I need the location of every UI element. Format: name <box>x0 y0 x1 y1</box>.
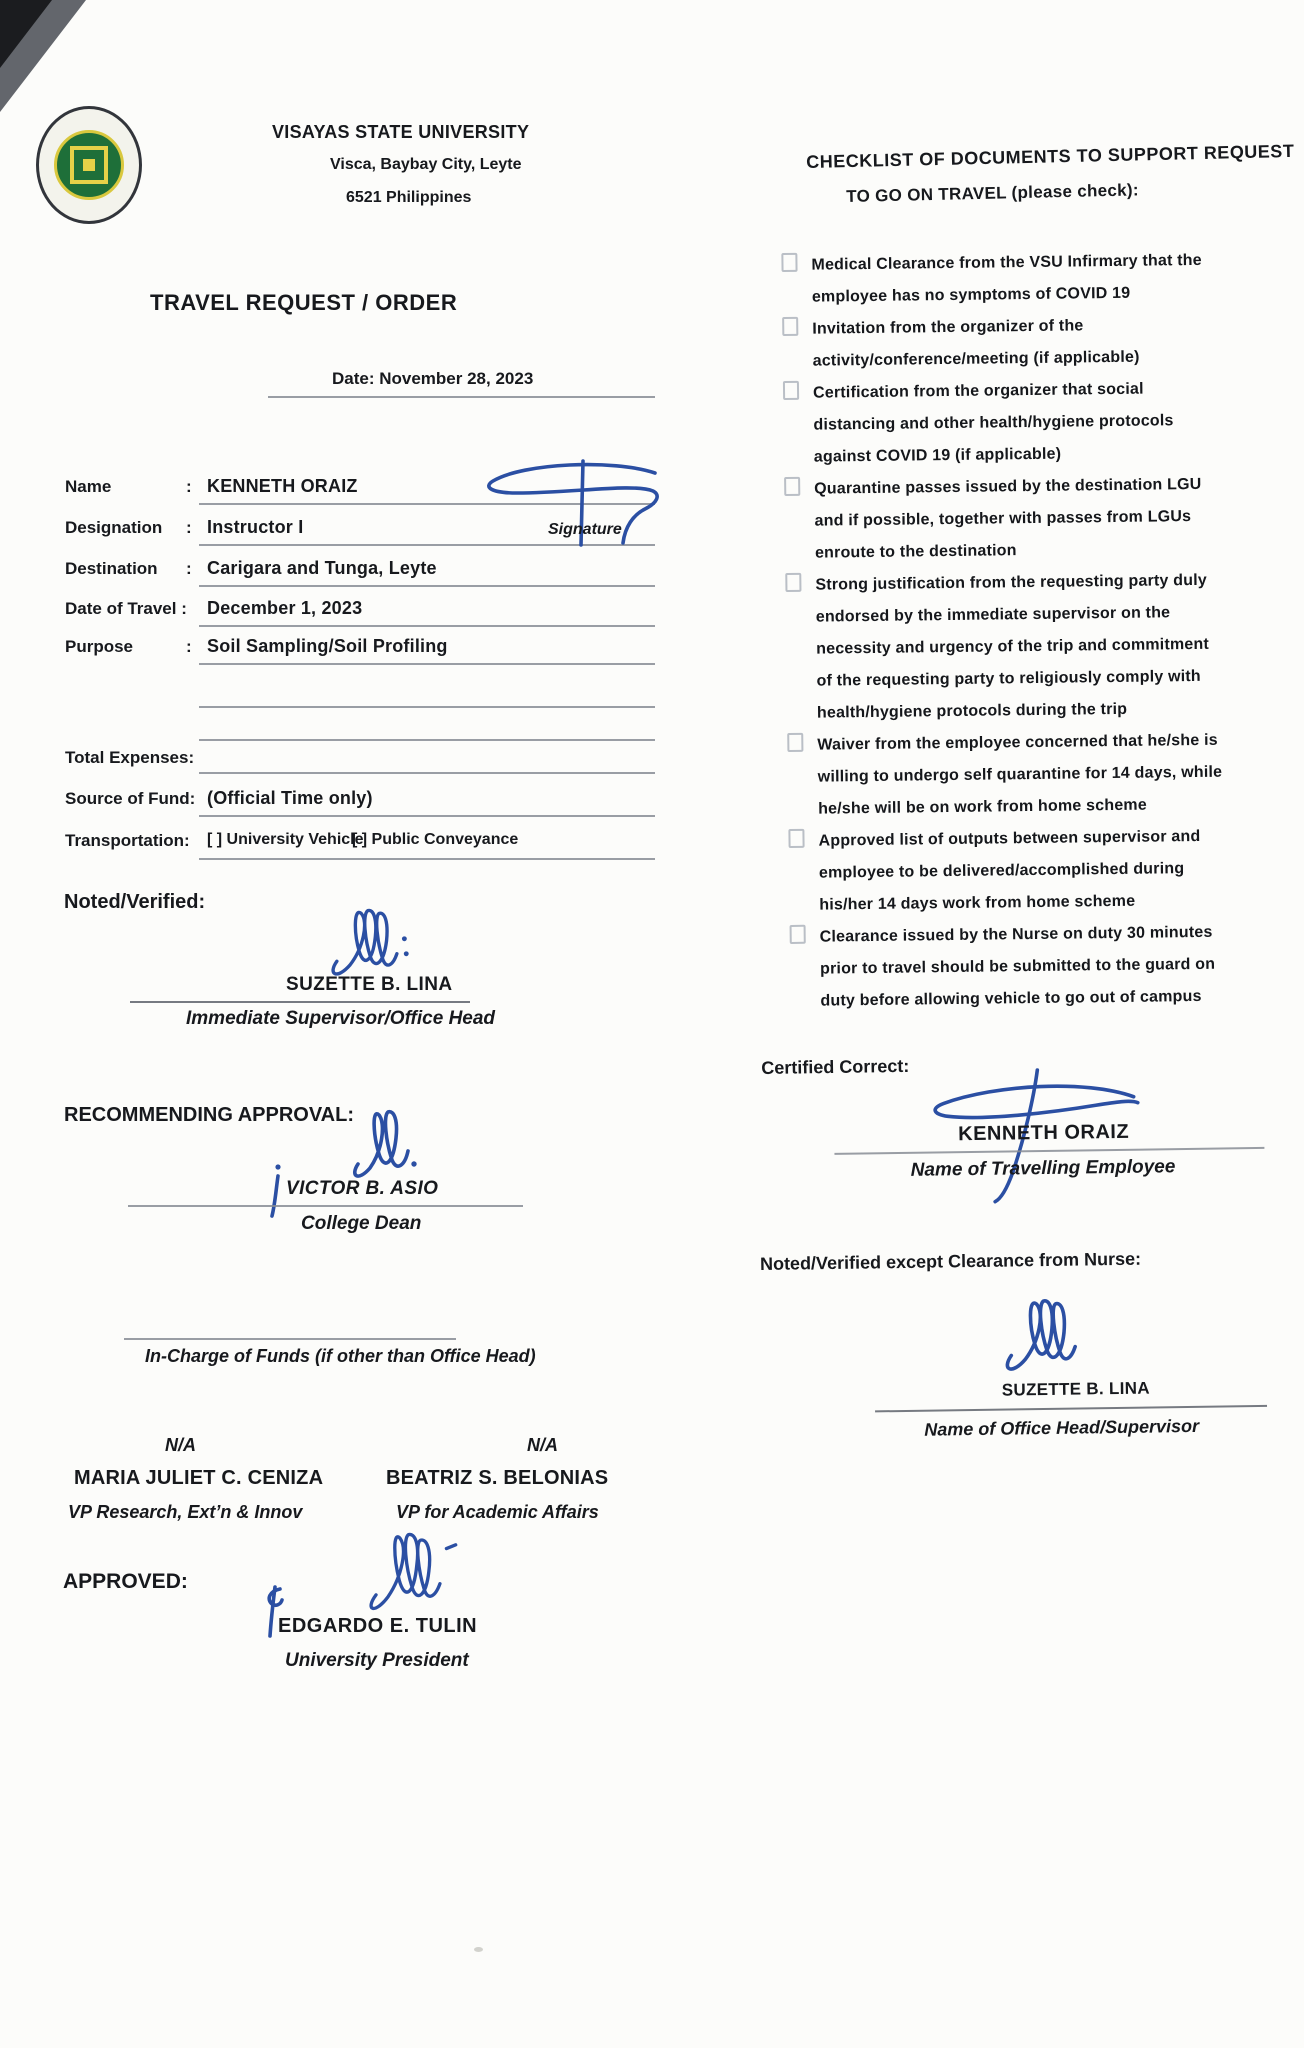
checklist-item-line <box>817 693 1222 730</box>
checklist-item-text: necessity and urgency of the trip and commitment <box>816 635 1210 658</box>
transportation-option-public-conveyance: [ ] Public Conveyance <box>352 831 519 848</box>
checkbox-icon[interactable] <box>785 573 801 592</box>
source-of-fund-label: Source of Fund: <box>65 789 196 808</box>
total-expenses-underline <box>199 772 655 774</box>
suzette-signature2-icon <box>998 1291 1099 1378</box>
seal-square <box>70 146 108 184</box>
checklist-item-text: duty before allowing vehicle to go out of campus <box>820 987 1202 1010</box>
field-label-name: Name <box>65 477 112 496</box>
noted-verified-role: Immediate Supervisor/Office Head <box>186 1008 496 1029</box>
source-of-fund-underline <box>199 815 655 817</box>
checklist-item-line <box>819 853 1224 890</box>
field-sep-purpose: : <box>186 637 192 656</box>
victor-signature-icon <box>348 1106 418 1184</box>
recommending-approval-label: RECOMMENDING APPROVAL: <box>64 1104 354 1126</box>
checklist-item-text: Certification from the organizer that social <box>812 380 1144 402</box>
university-address-line2: 6521 Philippines <box>346 189 472 206</box>
checklist-item-text: employee has no symptoms of COVID 19 <box>811 284 1131 306</box>
field-label-purpose: Purpose <box>65 637 134 656</box>
recommending-approval-role: College Dean <box>301 1213 422 1234</box>
vp2-name: BEATRIZ S. BELONIAS <box>386 1467 609 1489</box>
university-name: VISAYAS STATE UNIVERSITY <box>272 122 530 142</box>
date-of-travel-underline <box>199 625 655 627</box>
purpose-underline <box>199 663 655 665</box>
checklist-item-line <box>816 661 1221 698</box>
noted-verified-name: SUZETTE B. LINA <box>286 974 453 995</box>
recommending-approval-name: VICTOR B. ASIO <box>286 1178 439 1199</box>
source-of-fund-value: (Official Time only) <box>207 788 373 808</box>
checklist-item-text: willing to undergo self quarantine for 14 days, while <box>817 763 1223 786</box>
university-address-line1: Visca, Baybay City, Leyte <box>330 156 522 173</box>
checkbox-icon[interactable] <box>790 925 806 944</box>
checklist-item-line <box>819 885 1224 922</box>
seal-core <box>83 159 95 171</box>
vp1-na: N/A <box>165 1435 196 1455</box>
field-value-destination: Carigara and Tunga, Leyte <box>207 558 437 578</box>
vp2-na: N/A <box>527 1435 558 1455</box>
checkbox-icon[interactable] <box>782 317 798 336</box>
noted-except-label: Noted/Verified except Clearance from Nurse: <box>759 1248 1142 1274</box>
blank-line-1 <box>199 706 655 708</box>
checklist-title-line2: TO GO ON TRAVEL (please check): <box>846 180 1140 206</box>
checklist-item <box>783 373 1218 410</box>
checkbox-icon[interactable] <box>784 477 800 496</box>
total-expenses-label: Total Expenses: <box>65 748 195 767</box>
checklist-item-text: he/she will be on work from home scheme <box>818 796 1148 818</box>
field-sep-name: : <box>186 477 192 496</box>
in-charge-role: In-Charge of Funds (if other than Office Head) <box>145 1346 536 1366</box>
noted-except-name: SUZETTE B. LINA <box>1001 1378 1150 1400</box>
noted-except-role: Name of Office Head/Supervisor <box>924 1415 1200 1440</box>
noted-verified-underline <box>130 1001 470 1003</box>
checklist-item-line <box>815 533 1220 570</box>
checklist-item-text: health/hygiene protocols during the trip <box>816 700 1128 722</box>
checklist-item-line <box>818 757 1223 794</box>
checklist-item <box>787 725 1222 762</box>
checkbox-icon[interactable] <box>781 253 797 272</box>
checklist-item-line <box>816 629 1221 666</box>
checklist-item-text: Approved list of outputs between supervisor and <box>818 827 1201 850</box>
transportation-option-university-vehicle: [ ] University Vehicle <box>207 831 364 848</box>
checkbox-icon[interactable] <box>787 733 803 752</box>
blank-line-2 <box>199 739 655 741</box>
transportation-label: Transportation: <box>65 831 190 850</box>
noted-except-underline <box>875 1405 1267 1412</box>
form-title: TRAVEL REQUEST / ORDER <box>150 290 458 315</box>
field-value-date-of-travel: December 1, 2023 <box>207 598 363 618</box>
recommending-underline <box>128 1205 523 1207</box>
checklist <box>781 245 1225 1018</box>
checklist-item-text: of the requesting party to religiously comply with <box>816 667 1201 690</box>
checklist-item-line <box>816 597 1221 634</box>
field-sep-designation: : <box>186 518 192 537</box>
checklist-item-line <box>820 981 1225 1018</box>
certification-section <box>757 1042 1304 1470</box>
checklist-item-line <box>820 949 1225 986</box>
checklist-item <box>782 309 1217 346</box>
checklist-item <box>790 917 1225 954</box>
checklist-item-line <box>814 501 1219 538</box>
checklist-item-text: Invitation from the organizer of the <box>812 317 1084 338</box>
university-seal-icon <box>36 106 142 224</box>
scan-speck <box>474 1947 483 1952</box>
checklist-item-line <box>812 277 1217 314</box>
victor-signature-tick-icon <box>268 1162 286 1220</box>
date-underline <box>268 396 655 398</box>
field-value-name: KENNETH ORAIZ <box>207 476 358 496</box>
field-label-destination: Destination <box>65 559 158 578</box>
seal-inner-ring <box>54 130 124 200</box>
checklist-item <box>785 565 1220 602</box>
approved-label: APPROVED: <box>63 1570 188 1593</box>
checklist-item-line <box>818 789 1223 826</box>
field-value-designation: Instructor I <box>207 517 304 537</box>
date-line: Date: November 28, 2023 <box>332 369 534 388</box>
checklist-item-line <box>814 437 1219 474</box>
checklist-item-text: endorsed by the immediate supervisor on the <box>815 604 1171 626</box>
field-label-date-of-travel: Date of Travel : <box>65 599 187 618</box>
checklist-item-text: against COVID 19 (if applicable) <box>813 445 1062 466</box>
checklist-item-text: employee to be delivered/accomplished during <box>818 860 1185 882</box>
signature-caption: Signature <box>548 521 622 538</box>
checklist-item-text: Medical Clearance from the VSU Infirmary that the <box>811 251 1202 274</box>
field-value-purpose: Soil Sampling/Soil Profiling <box>207 636 448 656</box>
transportation-underline <box>199 858 655 860</box>
checklist-item-line <box>812 341 1217 378</box>
checklist-item-text: activity/conference/meeting (if applicable) <box>812 348 1140 370</box>
approved-role: University President <box>285 1650 469 1671</box>
vp1-role: VP Research, Ext’n & Innov <box>68 1502 303 1522</box>
checklist-item-text: Clearance issued by the Nurse on duty 30 minutes <box>819 923 1213 946</box>
checklist-item-text: Waiver from the employee concerned that he/she is <box>817 731 1218 754</box>
checklist-item-text: distancing and other health/hygiene protocols <box>813 412 1174 434</box>
suzette-signature-icon <box>325 905 420 980</box>
checklist-item-text: his/her 14 days work from home scheme <box>819 892 1136 914</box>
checkbox-icon[interactable] <box>783 381 799 400</box>
checklist-item-text: Quarantine passes issued by the destination LGU <box>814 475 1202 498</box>
checklist-item <box>781 245 1216 282</box>
vp1-name: MARIA JULIET C. CENIZA <box>74 1467 324 1489</box>
checklist-title-line1: CHECKLIST OF DOCUMENTS TO SUPPORT REQUEST <box>806 140 1295 172</box>
tulin-signature-icon <box>363 1530 465 1618</box>
approved-name: EDGARDO E. TULIN <box>278 1615 478 1637</box>
destination-underline <box>199 585 655 587</box>
certified-role: Name of Travelling Employee <box>910 1156 1176 1181</box>
checklist-item-line <box>813 405 1218 442</box>
field-sep-destination: : <box>186 559 192 578</box>
certified-correct-label: Certified Correct: <box>761 1055 910 1078</box>
checklist-item-text: prior to travel should be submitted to the guard on <box>819 955 1216 978</box>
checklist-item-text: Strong justification from the requesting party duly <box>815 571 1208 594</box>
field-label-designation: Designation <box>65 518 163 537</box>
checklist-item <box>788 821 1223 858</box>
certified-name: KENNETH ORAIZ <box>958 1120 1130 1146</box>
checkbox-icon[interactable] <box>788 829 804 848</box>
vp2-role: VP for Academic Affairs <box>396 1502 599 1522</box>
noted-verified-label: Noted/Verified: <box>64 891 206 913</box>
in-charge-underline <box>124 1338 456 1340</box>
checklist-item <box>784 469 1219 506</box>
checklist-item-text: enroute to the destination <box>814 542 1017 562</box>
checklist-item-text: and if possible, together with passes from LGUs <box>814 508 1192 530</box>
